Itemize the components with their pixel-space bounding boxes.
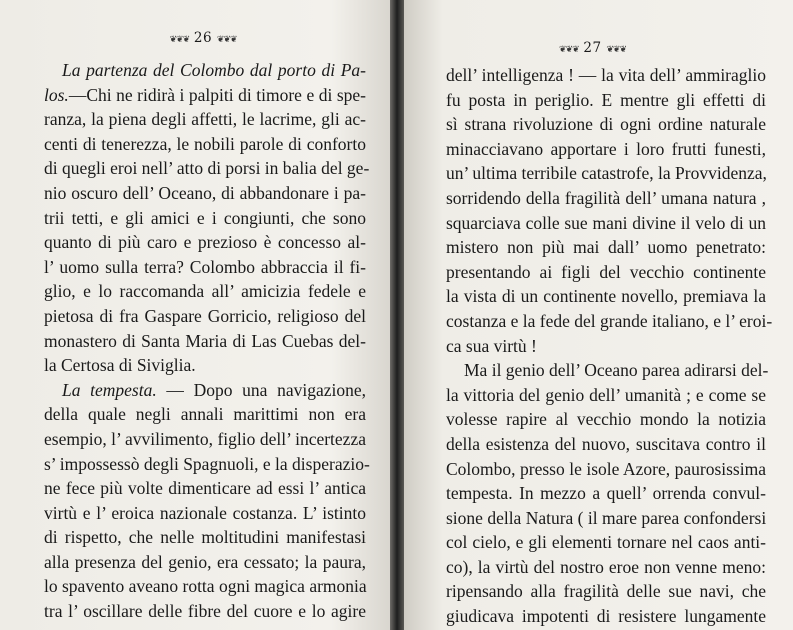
- text-line: [44, 476, 366, 501]
- text-line: [44, 402, 366, 427]
- text-segment: di quegli eroi nell’ atto di porsi in balia del ge-: [44, 158, 370, 179]
- text-line: [446, 457, 766, 482]
- text-segment: centi di tenerezza, le nobili parole di conforto: [44, 133, 366, 154]
- text-line: [446, 112, 766, 137]
- text-line: [44, 304, 366, 329]
- right-page-text: [446, 63, 773, 629]
- text-segment: co), la virtù del nostro eroe non venne meno:: [446, 556, 766, 577]
- book-gutter: [390, 0, 404, 630]
- text-segment: l’ uomo sulla terra? Colombo abbraccia il fi-: [44, 256, 366, 277]
- text-segment: costanza e la fede del grande italiano, e l’ eroi-: [446, 310, 773, 331]
- text-segment: volesse rapire al vecchio mondo la notizia: [446, 409, 766, 430]
- text-line: [446, 604, 766, 629]
- text-segment: esempio, l’ avvilimento, figlio dell’ incertezza: [44, 428, 366, 449]
- text-segment: virtù e l’ eroica nazionale costanza. L’ istinto: [44, 502, 366, 523]
- left-page: [0, 0, 390, 630]
- text-segment: —Chi ne ridirà i palpiti di timore e di spe-: [68, 84, 366, 105]
- text-line: [44, 353, 366, 378]
- text-segment: tra l’ oscillare delle fibre del cuore e lo agire: [44, 601, 366, 622]
- text-line: [446, 506, 766, 531]
- left-page-text: [44, 58, 370, 624]
- text-line: [446, 260, 766, 285]
- text-segment: La partenza del Colombo dal porto di Pa-: [62, 60, 366, 80]
- text-line: [44, 279, 366, 304]
- text-segment: sì strana rivoluzione di ogni ordine naturale: [446, 114, 766, 135]
- text-line: [446, 186, 766, 211]
- text-line: [44, 255, 366, 280]
- text-segment: Ma il genio dell’ Oceano parea adirarsi del-: [464, 360, 769, 381]
- text-line: [446, 432, 766, 457]
- text-line: [446, 530, 766, 555]
- text-line: [44, 230, 366, 255]
- text-segment: pietosa di fra Gaspare Gorricio, religioso del: [44, 305, 366, 326]
- text-segment: ripensando alla fragilità delle sue navi, che: [446, 581, 766, 602]
- right-page-number: 27: [583, 40, 602, 56]
- text-line: [44, 550, 366, 575]
- text-line: [446, 407, 766, 432]
- right-ornament-icon: ❦❦❦: [558, 45, 579, 55]
- text-segment: la vista di un continente novello, premiava la: [446, 286, 766, 307]
- text-segment: un’ ultima terribile catastrofe, la Provvidenza,: [446, 163, 767, 184]
- text-line: [44, 181, 366, 206]
- left-ornament-icon: ❦❦❦: [169, 35, 190, 45]
- left-page-number: 26: [193, 30, 213, 46]
- text-segment: La tempesta.: [62, 379, 157, 400]
- right-page: [404, 0, 793, 630]
- text-line: [446, 579, 766, 604]
- left-ornament-icon: ❦❦❦: [216, 35, 237, 45]
- text-line: [44, 83, 366, 108]
- text-line: [446, 284, 766, 309]
- text-line: [44, 132, 366, 157]
- right-page-header: [404, 40, 787, 56]
- text-line: [44, 574, 366, 599]
- text-segment: ca sua virtù !: [446, 335, 537, 356]
- text-segment: presentando ai figli del vecchio continente: [446, 261, 766, 282]
- text-line: [446, 334, 766, 359]
- text-line: [446, 211, 766, 236]
- text-line: [446, 137, 766, 162]
- text-line: [446, 63, 766, 88]
- text-segment: di rispetto, che nelle moltitudini manifestasi: [44, 527, 366, 548]
- text-line: [44, 525, 366, 550]
- text-line: [446, 481, 766, 506]
- text-line: [44, 156, 370, 181]
- text-segment: tempesta. In mezzo a quell’ orrenda convul-: [446, 483, 766, 504]
- text-segment: della quale negli annali marittimi non era: [44, 404, 366, 425]
- text-segment: lo spavento aveano rotta ogni magica armonia: [44, 576, 367, 597]
- text-line: [44, 329, 366, 354]
- text-segment: Colombo, presso le isole Azore, paurosissima: [446, 458, 766, 479]
- text-segment: fu posta in periglio. E mentre gli effetti di: [446, 89, 766, 110]
- text-segment: los.: [44, 84, 69, 105]
- text-line: [44, 206, 366, 231]
- text-line: [446, 88, 766, 113]
- text-line: [44, 378, 366, 403]
- text-line: [44, 501, 366, 526]
- left-page-header: [8, 30, 390, 46]
- text-segment: la Certosa di Siviglia.: [44, 355, 196, 376]
- right-ornament-icon: ❦❦❦: [606, 45, 627, 55]
- text-segment: giudicava impotenti di resistere lungamente: [446, 606, 766, 627]
- text-segment: della esistenza del nuovo, suscitava contro il: [446, 433, 766, 454]
- text-segment: la vittoria del genio dell’ umanità ; e come se: [446, 384, 766, 405]
- text-segment: s’ impossessò degli Spagnuoli, e la disperazio-: [44, 453, 370, 474]
- text-segment: mistero non più mai dall’ uomo penetrato:: [446, 237, 766, 258]
- text-line: [446, 555, 766, 580]
- text-segment: minacciavano apportare i loro frutti funesti,: [446, 138, 766, 159]
- text-line: [446, 383, 766, 408]
- text-segment: monastero di Santa Maria di Las Cuebas del-: [44, 330, 366, 351]
- text-segment: glio, e lo raccomanda all’ amicizia fedele e: [44, 281, 366, 302]
- text-line: [44, 599, 366, 624]
- text-segment: sorridendo della fragilità dell’ umana natura ,: [446, 187, 766, 208]
- text-line: [44, 58, 366, 83]
- text-line: [446, 358, 769, 383]
- text-line: [44, 452, 370, 477]
- text-segment: dell’ intelligenza ! — la vita dell’ ammiraglio: [446, 65, 766, 85]
- text-segment: — Dopo una navigazione,: [156, 379, 366, 400]
- text-line: [44, 107, 366, 132]
- text-segment: sione della Natura ( il mare parea confondersi: [446, 507, 767, 528]
- text-segment: ne fece più volte dimenticare ad essi l’ antica: [44, 478, 366, 499]
- text-segment: alla presenza del genio, era cessato; la paura,: [44, 551, 366, 572]
- text-segment: nio oscuro dell’ Oceano, di abbandonare i pa-: [44, 182, 366, 203]
- text-segment: col cielo, e gli elementi tornare nel caos anti-: [446, 532, 766, 553]
- text-line: [446, 309, 773, 334]
- text-segment: ranza, la piena degli affetti, le lacrime, gli ac-: [44, 109, 366, 130]
- text-line: [44, 427, 366, 452]
- text-segment: quanto di più caro e prezioso è concesso al-: [44, 232, 366, 253]
- text-segment: trii tetti, e gli amici e i congiunti, che sono: [44, 207, 366, 228]
- text-segment: squarciava colle sue mani divine il velo di un: [446, 212, 766, 233]
- text-line: [446, 235, 766, 260]
- text-line: [446, 161, 766, 186]
